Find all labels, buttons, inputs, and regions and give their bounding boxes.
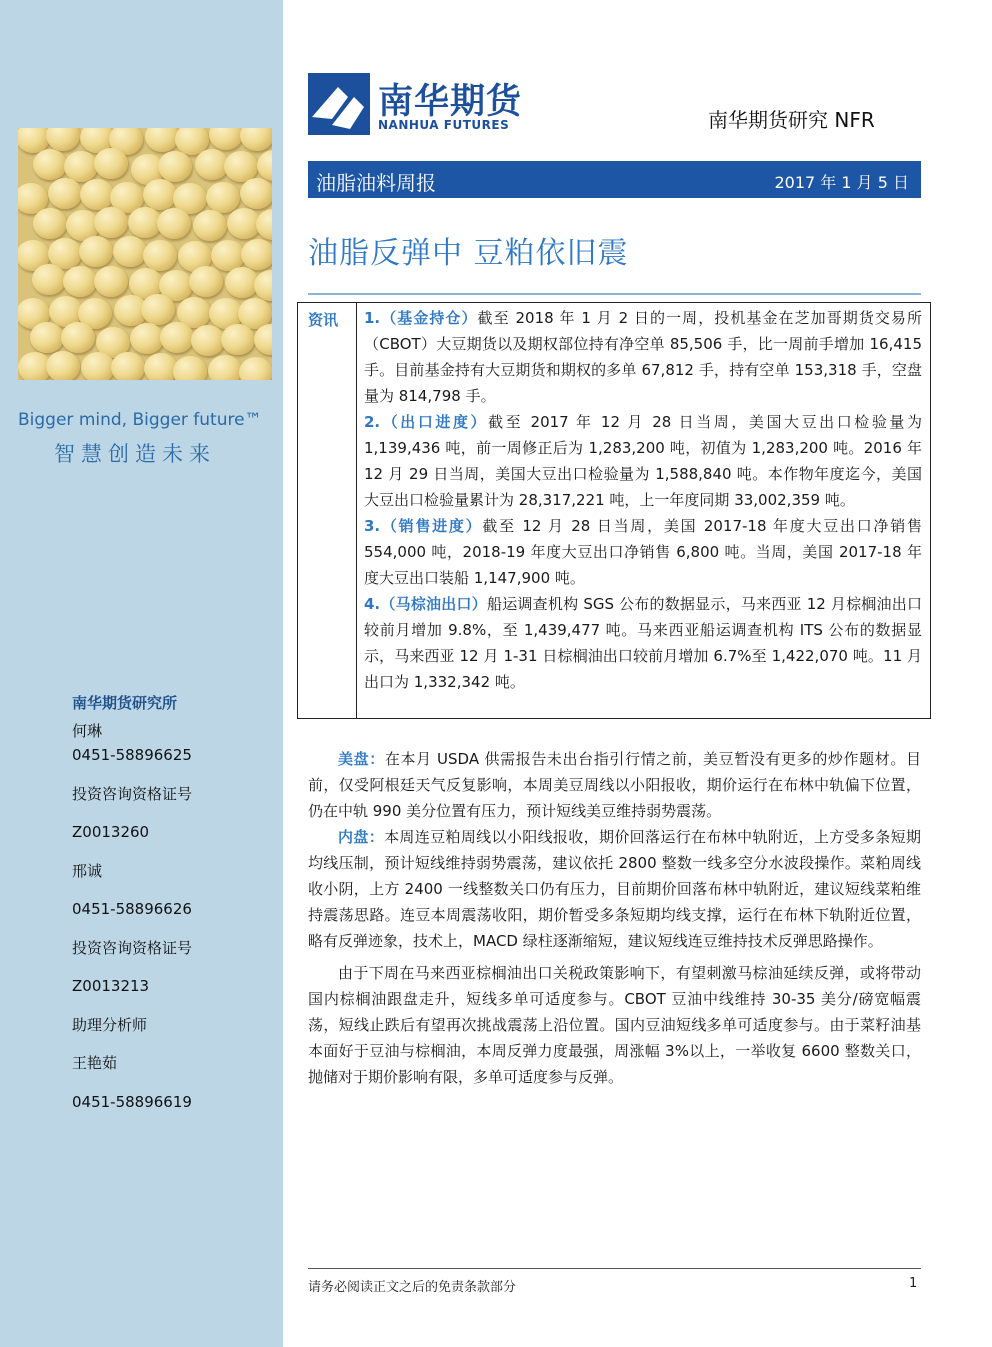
license-label: 投资咨询资格证号 (72, 784, 193, 803)
soybean-decoration (189, 266, 223, 297)
oils-outlook-paragraph: 由于下周在马来西亚棕榈油出口关税政策影响下，有望刺激马棕油延续反弹，或将带动国内棕榈油跟盘走升，短线多单可适度参与。CBOT 豆油中线维持 30-35 美分/磅宽幅震荡，短线止跌后有望再次挑战震荡上沿位置。国内豆油短线多单可适度参与。由于菜籽油基本面好于豆油与棕榈油，本周反弹力度最强，周涨幅 3%以上，一举收复 6600 整数关口，抛储对于期价影响有限，多单可适度参与反弹。 (308, 964, 921, 1086)
soybean-decoration (160, 322, 194, 353)
soybean-decoration (173, 356, 207, 380)
soybean-decoration (256, 209, 272, 240)
news-item-text: 截至 2018 年 1 月 2 日的一周，投机基金在芝加哥期货交易所（CBOT）大豆期货以及期权部位持有净空单 85,506 手，比一周前手增加 16,415 手。目前基金持有大豆期货和期权的多单 67,812 手，持有空单 153,318 手，空盘量为 814,798 手。 (364, 309, 922, 405)
news-item-title: 4.（马棕油出口） (364, 595, 487, 613)
analyst-name: 何琳 (72, 722, 103, 740)
paragraph-lead: 美盘： (338, 750, 385, 768)
us-market-paragraph (308, 746, 921, 824)
analyst-name: 王艳茹 (72, 1054, 118, 1072)
soybean-decoration (33, 149, 67, 180)
report-date: 2017 年 1 月 5 日 (774, 173, 909, 192)
logo-chinese-name: 南华期货 (378, 82, 523, 122)
soybean-decoration (94, 266, 128, 297)
disclaimer-note: 请务必阅读正文之后的免责条款部分 (308, 1280, 517, 1295)
analyst-phone: 0451-58896626 (72, 900, 192, 918)
soybean-decoration (130, 323, 164, 354)
research-institute-name: 南华期货研究所 (72, 694, 178, 712)
soybean-decoration (32, 264, 66, 295)
soybean-decoration (63, 266, 97, 297)
news-item (364, 409, 922, 513)
paragraph-text: 本周连豆粕周线以小阳线报收，期价回落运行在布林中轨附近，上方受多条短期均线压制，预计短线维持弱势震荡，建议依托 2800 整数一线多空分水波段操作。菜粕周线收小阴，上方 2400 一线整数关口仍有压力，目前期价回落布林中轨附近，建议短线菜粕维持震荡思路。连豆本周震荡收阳，期价暂受多条短期均线支撑，运行在布林下轨附近位置，略有反弹迹象，技术上，MACD 绿柱逐渐缩短，建议短线连豆维持技术反弹思路操作。 (308, 828, 921, 950)
soybean-decoration (240, 128, 272, 151)
news-item (364, 305, 922, 409)
soybean-decoration (209, 128, 243, 150)
analyst-role: 助理分析师 (72, 1015, 148, 1034)
soybean-decoration (208, 355, 242, 380)
license-number: Z0013260 (72, 823, 150, 841)
soybean-decoration (191, 325, 225, 356)
soybean-decoration (33, 208, 67, 239)
soybean-decoration (94, 207, 128, 238)
news-item (364, 513, 922, 591)
news-item-title: 2.（出口进度） (364, 413, 489, 431)
soybean-decoration (30, 322, 64, 353)
paragraph-lead: 内盘： (338, 828, 385, 846)
nanhua-logo-icon (308, 73, 370, 135)
slogan-english: Bigger mind, Bigger future™ (18, 410, 262, 430)
soybean-decoration (241, 239, 272, 270)
news-box (297, 302, 931, 719)
soybean-decoration (240, 178, 272, 209)
soybean-decoration (46, 351, 80, 380)
soybean-decoration (239, 357, 272, 380)
slogan-chinese: 智慧创造未来 (54, 442, 216, 466)
report-series-title: 油脂油料周报 (316, 171, 436, 195)
soybean-decoration (206, 182, 240, 213)
report-banner (308, 161, 921, 198)
domestic-market-paragraph (308, 824, 921, 954)
soybean-decoration (64, 151, 98, 182)
report-body (308, 746, 921, 1090)
news-item-title: 1.（基金持仓） (364, 309, 478, 327)
sidebar (0, 0, 283, 1347)
license-number: Z0013213 (72, 977, 150, 995)
soybean-decoration (193, 210, 227, 241)
soybean-photo (18, 128, 272, 380)
soybean-decoration (158, 151, 192, 182)
license-label: 投资咨询资格证号 (72, 938, 193, 957)
soybean-decoration (141, 294, 175, 325)
soybean-decoration (94, 148, 128, 179)
news-item-text: 截至 2017 年 12 月 28 日当周，美国大豆出口检验量为 1,139,436 吨，前一周修正后为 1,283,200 吨，初值为 1,283,200 吨。2016 年 12 月 29 日当周，美国大豆出口检验量为 1,588,840 吨。本作物年度迄今，美国大豆出口检验量累计为 28,317,221 吨，上一年度同期 33,002,359 吨。 (364, 413, 922, 509)
logo-english-name: NANHUA FUTURES (378, 118, 510, 132)
soybean-decoration (48, 178, 82, 209)
soybean-decoration (157, 208, 191, 239)
soybean-decoration (61, 322, 95, 353)
analyst-name: 邢诚 (72, 861, 103, 880)
soybean-decoration (143, 179, 177, 210)
paragraph-text: 在本月 USDA 供需报告未出台指引行情之前，美豆暂没有更多的炒作题材。目前，仅受阿根廷天气反复影响，本周美豆周线以小阳报收，期价运行在布林中轨偏下位置，仍在中轨 990 美分位置有压力，预计短线美豆维持弱势震荡。 (308, 750, 921, 820)
footer-divider (308, 1268, 921, 1269)
page-number: 1 (909, 1276, 918, 1291)
soybean-decoration (257, 150, 272, 181)
soybean-decoration (143, 240, 177, 271)
analyst-phone: 0451-58896619 (72, 1092, 192, 1111)
analyst-contacts (72, 692, 272, 1130)
soybean-decoration (79, 236, 113, 267)
news-box-body (364, 305, 922, 695)
news-item-text: 截至 12 月 28 日当周，美国 2017-18 年度大豆出口净销售 554,000 吨，2018-19 年度大豆出口净销售 6,800 吨。当周，美国 2017-18 年度大豆出口装船 1,147,900 吨。 (364, 517, 922, 587)
soybean-decoration (221, 324, 255, 355)
news-item (364, 591, 922, 695)
soybean-decoration (81, 352, 115, 380)
report-headline: 油脂反弹中 豆粕依旧震 (308, 236, 629, 271)
soybean-decoration (46, 128, 80, 151)
brand-tagline: 南华期货研究 NFR (708, 108, 875, 132)
analyst-phone: 0451-58896625 (72, 746, 192, 764)
soybean-decoration (111, 352, 145, 380)
news-box-divider (356, 303, 357, 718)
soybean-decoration (145, 128, 179, 152)
headline-divider (308, 293, 921, 295)
news-item-text: 船运调查机构 SGS 公布的数据显示，马来西亚 12 月棕榈油出口较前月增加 9.8%，至 1,439,477 吨。马来西亚船运调查机构 ITS 公布的数据显示，马来西亚 12 月 1-31 日棕榈油出口较前月增加 6.7%至 1,422,070 吨。11 月出口为 1,332,342 吨。 (364, 595, 922, 691)
soybean-decoration (113, 236, 147, 267)
news-box-label: 资讯 (308, 311, 339, 329)
news-item-title: 3.（销售进度） (364, 517, 483, 535)
